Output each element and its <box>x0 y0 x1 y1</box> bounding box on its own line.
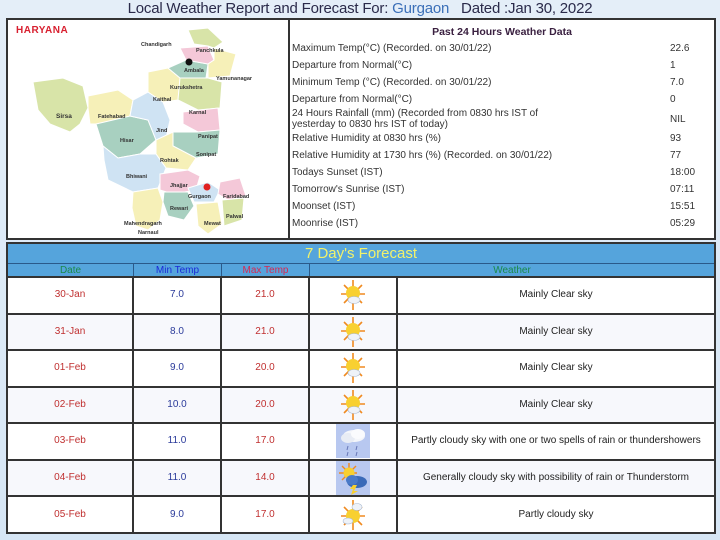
rain-cloud-icon <box>336 424 370 458</box>
forecast-icon-cell <box>310 315 398 350</box>
svg-text:Panipat: Panipat <box>198 134 218 140</box>
row-value: 22.6 <box>670 43 690 54</box>
forecast-max: 20.0 <box>222 388 310 423</box>
svg-text:Sonipat: Sonipat <box>196 152 217 158</box>
forecast-body <box>8 278 714 534</box>
haryana-map <box>8 20 290 238</box>
svg-text:Fatehabad: Fatehabad <box>98 114 126 120</box>
past-24h-row <box>290 147 714 164</box>
svg-text:Jhajjar: Jhajjar <box>170 183 188 189</box>
row-value: 05:29 <box>670 218 696 229</box>
haryana-map-image <box>8 20 290 238</box>
forecast-text: Partly cloudy sky <box>518 509 594 521</box>
past-24h-row <box>290 181 714 198</box>
header-date: Date <box>8 264 134 276</box>
past-24h-row <box>290 74 714 91</box>
row-label: Todays Sunset (IST) <box>292 167 383 178</box>
svg-text:Mahendragarh: Mahendragarh <box>124 221 162 227</box>
svg-text:Jind: Jind <box>156 128 168 134</box>
svg-text:Bhiwani: Bhiwani <box>126 174 148 180</box>
svg-text:Karnal: Karnal <box>189 110 207 116</box>
title-prefix: Local Weather Report and Forecast For: <box>127 0 393 17</box>
forecast-icon-cell <box>310 278 398 313</box>
svg-text:Rohtak: Rohtak <box>160 158 179 164</box>
title-date: Dated :Jan 30, 2022 <box>449 0 593 17</box>
forecast-max: 17.0 <box>222 424 310 459</box>
past-24h-row <box>290 215 714 232</box>
row-label: Relative Humidity at 1730 hrs (%) (Recorded. on 30/01/22) <box>292 150 553 161</box>
forecast-row <box>8 351 714 388</box>
forecast-icon-cell <box>310 497 398 534</box>
svg-text:Rewari: Rewari <box>170 206 189 212</box>
forecast-table <box>6 242 716 534</box>
forecast-text: Generally cloudy sky with possibility of rain or Thunderstorm <box>422 471 690 483</box>
forecast-max: 20.0 <box>222 351 310 386</box>
forecast-text: Partly cloudy sky with one or two spells of rain or thundershowers <box>411 435 701 447</box>
forecast-min: 11.0 <box>134 424 222 459</box>
sun-cloud-icon <box>336 278 370 312</box>
past-24h-row <box>290 130 714 147</box>
forecast-row <box>8 424 714 461</box>
svg-text:Gurgaon: Gurgaon <box>188 194 211 200</box>
forecast-min: 11.0 <box>134 461 222 496</box>
past-24h-row <box>290 108 714 130</box>
forecast-header-row <box>8 264 714 278</box>
past-24h-row <box>290 91 714 108</box>
forecast-row <box>8 278 714 315</box>
row-value: 77 <box>670 150 682 161</box>
forecast-max: 14.0 <box>222 461 310 496</box>
forecast-icon-cell <box>310 388 398 423</box>
forecast-title: 7 Day's Forecast <box>8 244 714 264</box>
forecast-row <box>8 497 714 534</box>
forecast-text: Mainly Clear sky <box>519 398 593 410</box>
forecast-icon-cell <box>310 351 398 386</box>
forecast-date: 01-Feb <box>8 351 134 386</box>
past-24h-title: Past 24 Hours Weather Data <box>432 26 572 38</box>
forecast-min: 9.0 <box>134 351 222 386</box>
forecast-text: Mainly Clear sky <box>519 362 593 374</box>
thunder-cloud-sun-icon <box>336 461 370 495</box>
row-value: 7.0 <box>670 77 684 88</box>
row-value: 0 <box>670 94 676 105</box>
page-title <box>0 0 720 18</box>
partly-cloudy-icon <box>336 498 370 532</box>
past-24h-row <box>290 164 714 181</box>
forecast-row <box>8 315 714 352</box>
sun-cloud-icon <box>336 315 370 349</box>
svg-text:Faridabad: Faridabad <box>223 194 250 200</box>
sun-cloud-icon <box>336 351 370 385</box>
title-city: Gurgaon <box>392 0 450 17</box>
header-weather: Weather <box>493 265 531 276</box>
svg-text:Sirsa: Sirsa <box>56 113 72 120</box>
svg-text:Chandigarh: Chandigarh <box>141 42 172 48</box>
header-max-temp: Max Temp <box>222 264 310 276</box>
row-label: Moonset (IST) <box>292 201 356 212</box>
row-label: Tomorrow's Sunrise (IST) <box>292 184 405 195</box>
header-min-temp: Min Temp <box>134 264 222 276</box>
top-panel <box>6 18 716 240</box>
forecast-min: 8.0 <box>134 315 222 350</box>
row-value: 1 <box>670 60 676 71</box>
svg-text:Palwal: Palwal <box>226 214 244 220</box>
forecast-max: 21.0 <box>222 278 310 313</box>
forecast-icon-cell <box>310 461 398 496</box>
forecast-date: 31-Jan <box>8 315 134 350</box>
row-label: 24 Hours Rainfall (mm) (Recorded from 0830 hrs IST of yesterday to 0830 hrs IST of today) <box>292 108 539 130</box>
forecast-date: 04-Feb <box>8 461 134 496</box>
forecast-max: 21.0 <box>222 315 310 350</box>
row-label: Departure from Normal(°C) <box>292 60 413 71</box>
forecast-date: 05-Feb <box>8 497 134 534</box>
forecast-date: 03-Feb <box>8 424 134 459</box>
past-24h-panel <box>290 20 714 238</box>
row-value: NIL <box>670 113 686 125</box>
forecast-text: Mainly Clear sky <box>519 325 593 337</box>
svg-text:Panchkula: Panchkula <box>196 48 224 54</box>
svg-text:Ambala: Ambala <box>184 68 204 74</box>
row-value: 93 <box>670 133 682 144</box>
forecast-date: 02-Feb <box>8 388 134 423</box>
row-value: 18:00 <box>670 167 696 178</box>
sun-cloud-icon <box>336 388 370 422</box>
svg-text:Narnaul: Narnaul <box>138 230 159 236</box>
past-24h-row <box>290 57 714 74</box>
svg-text:Kaithal: Kaithal <box>153 97 172 103</box>
past-24h-row <box>290 40 714 57</box>
forecast-icon-cell <box>310 424 398 459</box>
row-value: 15:51 <box>670 201 696 212</box>
row-value: 07:11 <box>670 184 695 195</box>
forecast-text: Mainly Clear sky <box>519 289 593 301</box>
forecast-min: 7.0 <box>134 278 222 313</box>
past-24h-row <box>290 198 714 215</box>
svg-text:Yamunanagar: Yamunanagar <box>216 76 253 82</box>
row-label: Minimum Temp (°C) (Recorded. on 30/01/22) <box>292 77 492 88</box>
map-state-label: HARYANA <box>16 25 69 36</box>
forecast-min: 9.0 <box>134 497 222 534</box>
forecast-max: 17.0 <box>222 497 310 534</box>
svg-text:Kurukshetra: Kurukshetra <box>170 85 203 91</box>
forecast-row <box>8 461 714 498</box>
forecast-row <box>8 388 714 425</box>
svg-text:Mewat: Mewat <box>204 221 221 227</box>
forecast-date: 30-Jan <box>8 278 134 313</box>
row-label: Maximum Temp(°C) (Recorded. on 30/01/22) <box>292 43 492 54</box>
row-label: Relative Humidity at 0830 hrs (%) <box>292 133 441 144</box>
forecast-min: 10.0 <box>134 388 222 423</box>
row-label: Departure from Normal(°C) <box>292 94 413 105</box>
row-label: Moonrise (IST) <box>292 218 359 229</box>
svg-text:Hisar: Hisar <box>120 138 134 144</box>
